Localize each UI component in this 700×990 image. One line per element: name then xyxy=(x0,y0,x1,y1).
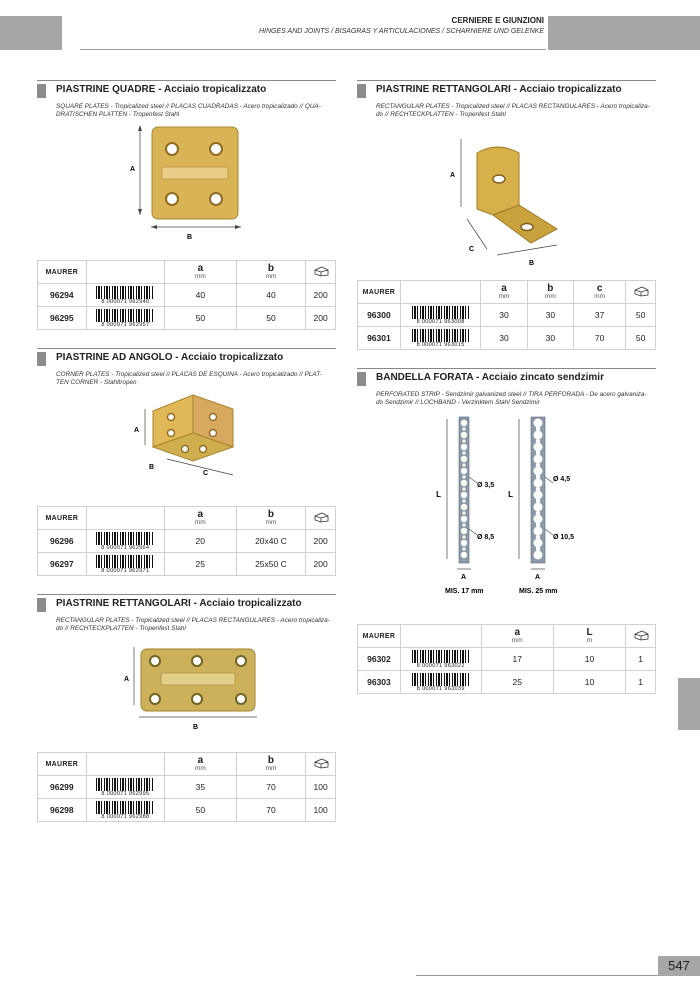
barcode: 8 000071 962971 xyxy=(96,555,154,574)
barcode: 8 000071 962964 xyxy=(96,532,154,551)
strip-hole xyxy=(461,528,467,534)
strip-2-label: MIS. 25 mm xyxy=(519,588,558,595)
strip-hole xyxy=(461,480,467,486)
strip-hole xyxy=(462,487,465,490)
section-marker xyxy=(357,372,366,386)
barcode: 8 000071 962940 xyxy=(96,286,154,305)
svg-text:Ø 8,5: Ø 8,5 xyxy=(477,534,495,541)
strip-hole xyxy=(534,467,543,476)
table-row: 96298 8 000071 962988 50 70 100 xyxy=(38,799,336,822)
strip-hole xyxy=(534,431,543,440)
section-description: RECTANGULAR PLATES - Tropicalized steel // PLACAS RECTANGULARES - Acero tropicaliza- do // RECHTECKPLATTEN - Tropenfest Stahl xyxy=(56,617,330,632)
svg-text:A: A xyxy=(535,574,541,581)
section-rectangular-plates-right xyxy=(357,80,656,348)
barcode: 8 000071 963039 xyxy=(412,673,470,692)
header-title: CERNIERE E GIUNZIONI xyxy=(451,16,544,25)
strip-hole xyxy=(534,455,543,464)
rectangular-plate-illustration xyxy=(37,633,336,743)
strip-hole xyxy=(462,451,465,454)
section-corner-plates xyxy=(37,348,336,574)
header-left-block xyxy=(0,16,62,50)
strip-hole xyxy=(462,427,465,430)
strip-hole xyxy=(462,535,465,538)
section-square-plates xyxy=(37,80,336,328)
brand-logo: MAURER xyxy=(38,261,87,284)
strip-hole xyxy=(462,463,465,466)
product-table-rectangular-left: MAURER a mm b mm 96299 8 000071 962995 35 70 100 96298 8 000071 962988 50 70 100 xyxy=(37,752,336,822)
brand-logo: MAURER xyxy=(38,507,87,530)
svg-text:B: B xyxy=(149,464,155,471)
strip-hole xyxy=(461,492,467,498)
svg-text:L: L xyxy=(508,490,513,499)
corner-plate-illustration xyxy=(37,387,336,487)
package-icon xyxy=(313,266,329,277)
strip-hole xyxy=(461,540,467,546)
svg-text:Ø 4,5: Ø 4,5 xyxy=(553,476,571,483)
section-description: PERFORATED STRIP - Sendzimir galvanized steel // TIRA PERFORADA - De acero galvaniza- do Sendzimir // LOCHBAND - Verzinktem Stahl Sendzimir xyxy=(376,391,647,406)
strip-hole xyxy=(462,475,465,478)
svg-text:A: A xyxy=(449,172,455,179)
table-row: 96301 8 000071 963015 30 30 70 50 xyxy=(358,327,656,350)
svg-text:Ø 3,5: Ø 3,5 xyxy=(477,482,495,489)
strip-hole xyxy=(534,551,543,560)
barcode: 8 000071 963022 xyxy=(412,650,470,669)
product-table-rectangular-right: MAURER a mm b mm c mm 96300 8 000071 963008 30 30 37 50 96301 8 000071 963015 30 30 70 50 xyxy=(357,280,656,350)
strip-hole xyxy=(534,527,543,536)
strip-hole xyxy=(534,419,543,428)
section-title: BANDELLA FORATA - Acciaio zincato sendzimir xyxy=(376,372,604,383)
product-table-corner: MAURER a mm b mm 96296 8 000071 962964 20 20x40 C 200 96297 8 000071 962971 25 25x50 C 200 xyxy=(37,506,336,576)
brand-logo: MAURER xyxy=(358,281,401,304)
header-subtitle: HINGES AND JOINTS / BISAGRAS Y ARTICULACIONES / SCHARNIERE UND GELENKE xyxy=(259,28,544,35)
section-marker xyxy=(37,84,46,98)
strip-hole xyxy=(461,432,467,438)
strip-hole xyxy=(534,515,543,524)
side-tab xyxy=(678,678,700,730)
brand-logo: MAURER xyxy=(358,625,401,648)
brand-logo: MAURER xyxy=(38,753,87,776)
svg-text:B: B xyxy=(193,724,199,731)
strip-hole xyxy=(461,456,467,462)
strip-hole xyxy=(462,547,465,550)
svg-text:C: C xyxy=(203,470,209,477)
package-icon xyxy=(313,758,329,769)
product-table-square: MAURER a mm b mm 96294 8 000071 962940 40 40 200 96295 8 000071 962957 50 50 200 xyxy=(37,260,336,330)
barcode: 8 000071 962957 xyxy=(96,309,154,328)
strip-hole xyxy=(534,539,543,548)
barcode: 8 000071 962988 xyxy=(96,801,154,820)
package-icon xyxy=(633,630,649,641)
svg-text:L: L xyxy=(436,490,441,499)
strip-hole xyxy=(534,479,543,488)
footer-rule xyxy=(416,975,658,976)
square-plate-illustration xyxy=(37,119,336,249)
section-title: PIASTRINE RETTANGOLARI - Acciaio tropicalizzato xyxy=(56,598,302,609)
svg-text:Ø 10,5: Ø 10,5 xyxy=(553,534,575,541)
section-marker xyxy=(37,352,46,366)
section-marker xyxy=(37,598,46,612)
table-row: 96294 8 000071 962940 40 40 200 xyxy=(38,284,336,307)
section-title: PIASTRINE RETTANGOLARI - Acciaio tropicalizzato xyxy=(376,84,622,95)
package-icon xyxy=(313,512,329,523)
strip-hole xyxy=(461,444,467,450)
table-row: 96303 8 000071 963039 25 10 1 xyxy=(358,671,656,694)
svg-text:A: A xyxy=(461,574,467,581)
strip-hole xyxy=(462,523,465,526)
barcode: 8 000071 962995 xyxy=(96,778,154,797)
table-row: 96300 8 000071 963008 30 30 37 50 xyxy=(358,304,656,327)
strip-hole xyxy=(462,439,465,442)
strip-hole xyxy=(461,516,467,522)
table-row: 96296 8 000071 962964 20 20x40 C 200 xyxy=(38,530,336,553)
section-description: RECTANGULAR PLATES - Tropicalized steel // PLACAS RECTANGULARES - Acero tropicaliza- do // RECHTECKPLATTEN - Tropenfest Stahl xyxy=(376,103,650,118)
strip-hole xyxy=(461,504,467,510)
section-title: PIASTRINE QUADRE - Acciaio tropicalizzato xyxy=(56,84,267,95)
table-row: 96302 8 000071 963022 17 10 1 xyxy=(358,648,656,671)
package-icon xyxy=(633,286,649,297)
strip-hole xyxy=(462,499,465,502)
page-number: 547 xyxy=(658,956,700,976)
product-table-strip: MAURER a mm L m 96302 8 000071 963022 17 10 1 96303 8 000071 963039 25 10 1 xyxy=(357,624,656,694)
section-title: PIASTRINE AD ANGOLO - Acciaio tropicalizzato xyxy=(56,352,284,363)
barcode: 8 000071 963015 xyxy=(412,329,470,348)
angle-bracket-illustration xyxy=(357,119,656,269)
table-row: 96295 8 000071 962957 50 50 200 xyxy=(38,307,336,330)
header-rule xyxy=(80,49,546,50)
dim-b-label: B xyxy=(187,234,193,241)
strip-1-label: MIS. 17 mm xyxy=(445,588,484,595)
section-description: SQUARE PLATES - Tropicalized steel // PLACAS CUADRADAS - Acero tropicalizado // QUA- DRATISCHEN PLATTEN - Tropenfest Stahl xyxy=(56,103,321,118)
dim-a-label: A xyxy=(129,166,135,173)
table-row: 96299 8 000071 962995 35 70 100 xyxy=(38,776,336,799)
strip-hole xyxy=(461,420,467,426)
strip-hole xyxy=(534,443,543,452)
perforated-strip-illustration xyxy=(357,407,656,597)
svg-text:B: B xyxy=(529,260,535,267)
strip-hole xyxy=(462,511,465,514)
svg-text:A: A xyxy=(133,427,139,434)
section-rectangular-plates-left xyxy=(37,594,336,820)
section-description: CORNER PLATES - Tropicalized steel // PLACAS DE ESQUINA - Acero tropicalizado // PLAT- TEN CORNER - Stahltropen xyxy=(56,371,322,386)
strip-hole xyxy=(534,491,543,500)
strip-hole xyxy=(461,552,467,558)
svg-text:C: C xyxy=(469,246,475,253)
header-right-block xyxy=(548,16,700,50)
strip-hole xyxy=(461,468,467,474)
section-perforated-strip xyxy=(357,368,656,692)
table-row: 96297 8 000071 962971 25 25x50 C 200 xyxy=(38,553,336,576)
barcode: 8 000071 963008 xyxy=(412,306,470,325)
section-marker xyxy=(357,84,366,98)
svg-text:A: A xyxy=(123,676,129,683)
strip-hole xyxy=(534,503,543,512)
